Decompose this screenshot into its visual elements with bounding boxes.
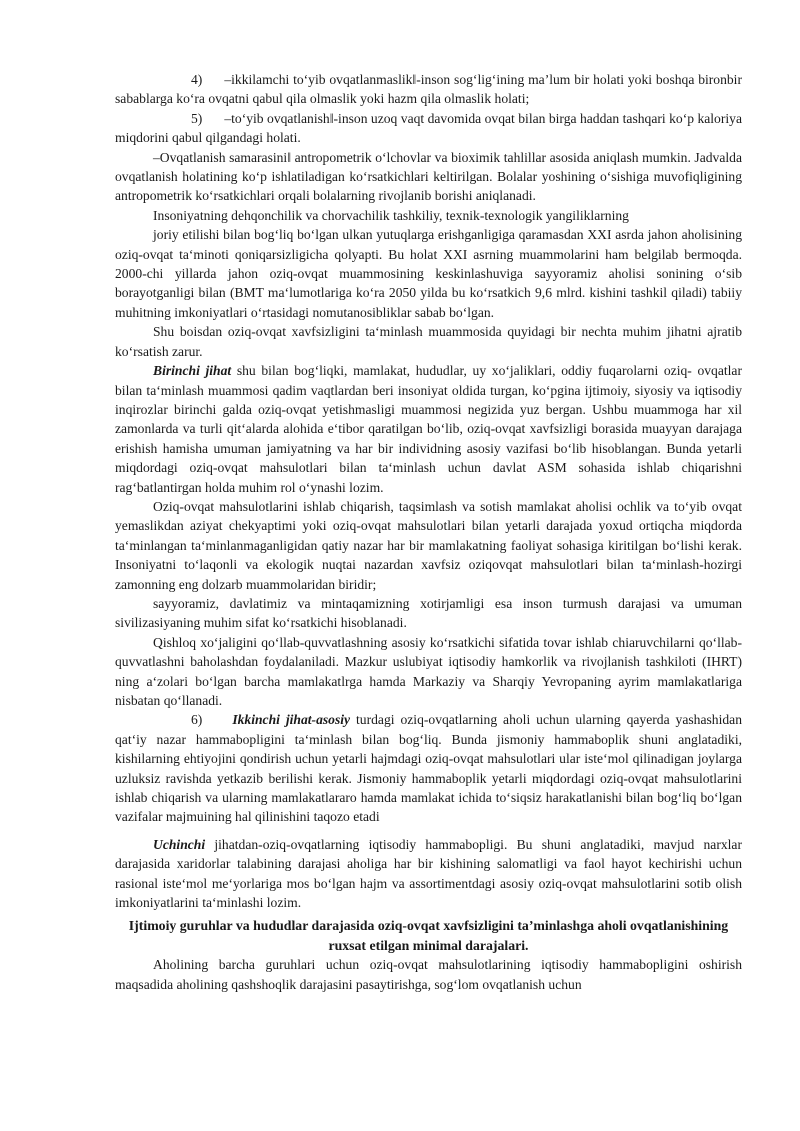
paragraph: Qishloq xo‘jaligini qo‘llab-quvvatlashning asosiy ko‘rsatkichi sifatida tovar ishlab chiaruvchilarni qo‘llab-quvvatlashni baholashdan foydalaniladi. Mazkur uslubiyat iqtisodiy hamkorlik va rivojlanish tashkiloti (IHRT) ning a‘zolari bo‘lgan barcha mamlakatlrga hamda Markaziy va Sharqiy Yevropaning ayrim mamlakatlariga nisbatan qo‘llanadi. xyxy=(115,634,742,708)
paragraph: Aholining barcha guruhlari uchun oziq-ovqat mahsulotlarining iqtisodiy hammabopligini oshirish maqsadida aholining qashshoqlik darajasini pasaytirishga, sog‘lom ovqatlanish uchun xyxy=(115,957,742,992)
paragraph-third-aspect xyxy=(115,835,742,913)
paragraph: joriy etilishi bilan bog‘liq bo‘lgan ulkan yutuqlarga erishganligiga qaramasdan XXI asrda jahon aholisining oziq-ovqat ta‘minoti qoniqarsizligicha qolyapti. Bu holat XXI asrning muammolarini ham belgilab bermoqda. 2000-chi yillarda jahon oziq-ovqat muammosining keskinlashuviga sayyoramiz aholisi sonining o‘sib borayotganligi bilan (BMT ma‘lumotlariga ko‘ra 2050 yilda bu ko‘rsatkich 9,6 mlrd. kishini tashkil qiladi) tabiiy muhitning imkoniyatlari o‘rtasidagi nomutanosibliklar sabab bo‘lgan. xyxy=(115,227,742,320)
paragraph-second-aspect xyxy=(115,710,742,826)
paragraph-text: turdagi oziq-ovqatlarning aholi uchun ularning qayerda yashashidan qat‘iy nazar hammabopligini ta‘minlash bilan bog‘liq. Bunda jismoniy hammaboplik shuni anglatadiki, kishilarning ehtiyojini qondirish uchun yetarli hajmdagi oziq-ovqat mahsulotlari ular iste‘mol qilinadigan joylarga uzluksiz ravishda yetkazib berilishi kerak. Jismoniy hammaboplik yetarli miqdordagi oziq-ovqat mahsulotlarini ishlab chiqarish va ularning mamlakatlararo hamda mamlakat ichida to‘siqsiz harakatlanishi bilan bog‘liq bo‘lgan vazifalar majmuining hal qilinishini taqozo etadi xyxy=(115,712,742,825)
list-item-4 xyxy=(115,70,742,109)
document-page xyxy=(115,70,742,994)
section-heading: Ijtimoiy guruhlar va hududlar darajasida oziq-ovqat xavfsizligini ta’minlashga aholi ovqatlanishining ruxsat etilgan minimal darajalari. xyxy=(128,918,729,953)
paragraph-text: shu bilan bog‘liqki, mamlakat, hududlar, uy xo‘jaliklari, oddiy fuqarolarni oziq- ovqatlar bilan ta‘minlash muammosi qadim vaqtlardan beri insoniyat oldida turgan, ko‘pgina ijtimoiy, siyosiy va iqtisodiy inqirozlar birinchi galda oziq-ovqat yetishmasligi muammosi negizida yuz bergan. Ushbu muammoga har xil zamonlarda va turli qit‘alarda alohida e‘tibor qaratilgan bo‘lib, oziq-ovqat xavfsizligi borasida muayyan darajaga erishish hamisha umuman jamiyatning va har bir individning asosiy vazifasi bo‘lib hisoblangan. Bunda yetarli miqdordagi oziq-ovqat mahsulotlari bilan ta‘minlash uchun davlat ASM sohasida ishlab chiqarishni rag‘batlantirgan holda muhim rol o‘ynashi lozim. xyxy=(115,363,742,495)
list-item-number: 6) xyxy=(191,712,203,728)
list-item-text: –to‘yib ovqatlanish‖-inson uzoq vaqt davomida ovqat bilan birga haddan tashqari ko‘p kaloriya miqdorini qabul qilgandagi holati. xyxy=(115,110,742,146)
list-item-5 xyxy=(115,109,742,148)
paragraph-first-aspect xyxy=(115,361,742,497)
lead-term: Ikkinchi jihat-asosiy xyxy=(232,712,351,728)
paragraph: Oziq-ovqat mahsulotlarini ishlab chiqarish, taqsimlash va sotish mamlakat aholisi ochlik va to‘yib ovqat yemaslikdan aziyat chekyaptimi yoki oziq-ovqat mahsulotlari bilan yetarli darajada yoxud ortiqcha miqdorda ta‘minlangan ta‘minlanmaganligidan qatiy nazar har bir mamlakatning faoliyat sohasiga kiritilgan bo‘lishi kerak. Insoniyatni to‘laqonli va ekologik nuqtai nazardan xavfsiz oziqovqat mahsulotlari bilan ta‘minlash-hozirgi zamonning eng dolzarb muammolaridan biridir; xyxy=(115,498,742,592)
lead-term: Uchinchi xyxy=(153,836,206,852)
lead-term: Birinchi jihat xyxy=(153,363,232,379)
paragraph-text: jihatdan-oziq-ovqatlarning iqtisodiy hammabopligi. Bu shuni anglatadiki, mavjud narxlar darajasida xaridorlar talabining darajasi aholiga har bir kishining salomatligi va faol hayot kechirishi uchun rasional iste‘mol me‘yorlariga mos bo‘lgan hajm va assortimentdagi asosiy oziq-ovqat mahsulotlarini sotib olish imkoniyatlarini ta‘minlashi lozim. xyxy=(115,836,742,911)
paragraph: Shu boisdan oziq-ovqat xavfsizligini ta‘minlash muammosida quyidagi bir nechta muhim jihatni ajratib ko‘rsatish zarur. xyxy=(115,324,742,359)
paragraph: sayyoramiz, davlatimiz va mintaqamizning xotirjamligi esa inson turmush darajasi va umuman sivilizasiyaning muhim sifat ko‘rsatkichi hisoblanadi. xyxy=(115,595,742,631)
list-item-number: 4) xyxy=(191,72,203,87)
list-item-text: –ikkilamchi to‘yib ovqatlanmaslik‖-inson sog‘lig‘ining ma’lum bir holati yoki boshqa bironbir sabablarga ko‘ra ovqatni qabul qila olmaslik yoki hazm qila olmaslik holati; xyxy=(115,72,742,107)
list-item-number: 5) xyxy=(191,110,203,126)
paragraph: Insoniyatning dehqonchilik va chorvachilik tashkiliy, texnik-texnologik yangiliklarning xyxy=(153,207,629,223)
paragraph: –Ovqatlanish samarasini‖ antropometrik o‘lchovlar va bioximik tahlillar asosida aniqlash mumkin. Jadvalda ovqatlanish holatining ko‘p ishlatiladigan ko‘rsatkichlari keltirilgan. Bolalar yoshining o‘sishiga muvofiqligining antropometrik ko‘rsatkichlari orqali bolalarning rivojlanib borishi aniqlanadi. xyxy=(115,149,742,204)
